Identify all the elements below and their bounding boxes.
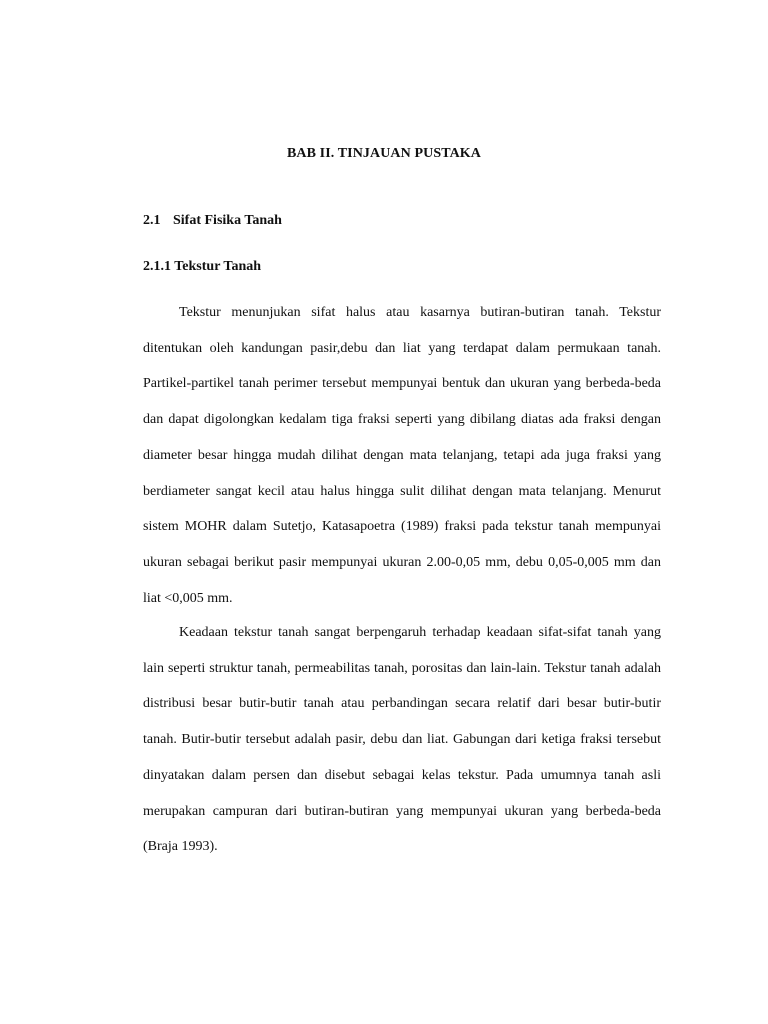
chapter-title: BAB II. TINJAUAN PUSTAKA xyxy=(286,146,482,161)
subsection-heading: 2.1.1 Tekstur Tanah xyxy=(143,259,262,274)
section-heading xyxy=(143,213,282,229)
body-paragraph: Keadaan tekstur tanah sangat berpengaruh terhadap keadaan sifat-sifat tanah yang lain seperti struktur tanah, permeabilitas tanah, porositas dan lain-lain. Tekstur tanah adalah distribusi besar butir-butir tanah atau perbandingan secara relatif dari besar butir-butir tanah. Butir-butir tersebut adalah pasir, debu dan liat. Gabungan dari ketiga fraksi tersebut dinyatakan dalam persen dan disebut sebagai kelas tekstur. Pada umumnya tanah asli merupakan campuran dari butiran-butiran yang mempunyai ukuran yang berbeda-beda (Braja 1993). xyxy=(143,625,661,855)
section-title: Sifat Fisika Tanah xyxy=(173,213,282,228)
section-number: 2.1 xyxy=(143,213,161,228)
body-paragraph: Tekstur menunjukan sifat halus atau kasarnya butiran-butiran tanah. Tekstur ditentukan oleh kandungan pasir,debu dan liat yang terdapat dalam permukaan tanah. Partikel-partikel tanah perimer tersebut mempunyai bentuk dan ukuran yang berbeda-beda dan dapat digolongkan kedalam tiga fraksi seperti yang dibilang diatas ada fraksi dengan diameter besar hingga mudah dilihat dengan mata telanjang, tetapi ada juga fraksi yang berdiameter sangat kecil atau halus hingga sulit dilihat dengan mata telanjang. Menurut sistem MOHR dalam Sutetjo, Katasapoetra (1989) fraksi pada tekstur tanah mempunyai ukuran sebagai berikut pasir mempunyai ukuran 2.00-0,05 mm, debu 0,05-0,005 mm dan liat <0,005 mm. xyxy=(143,305,661,606)
